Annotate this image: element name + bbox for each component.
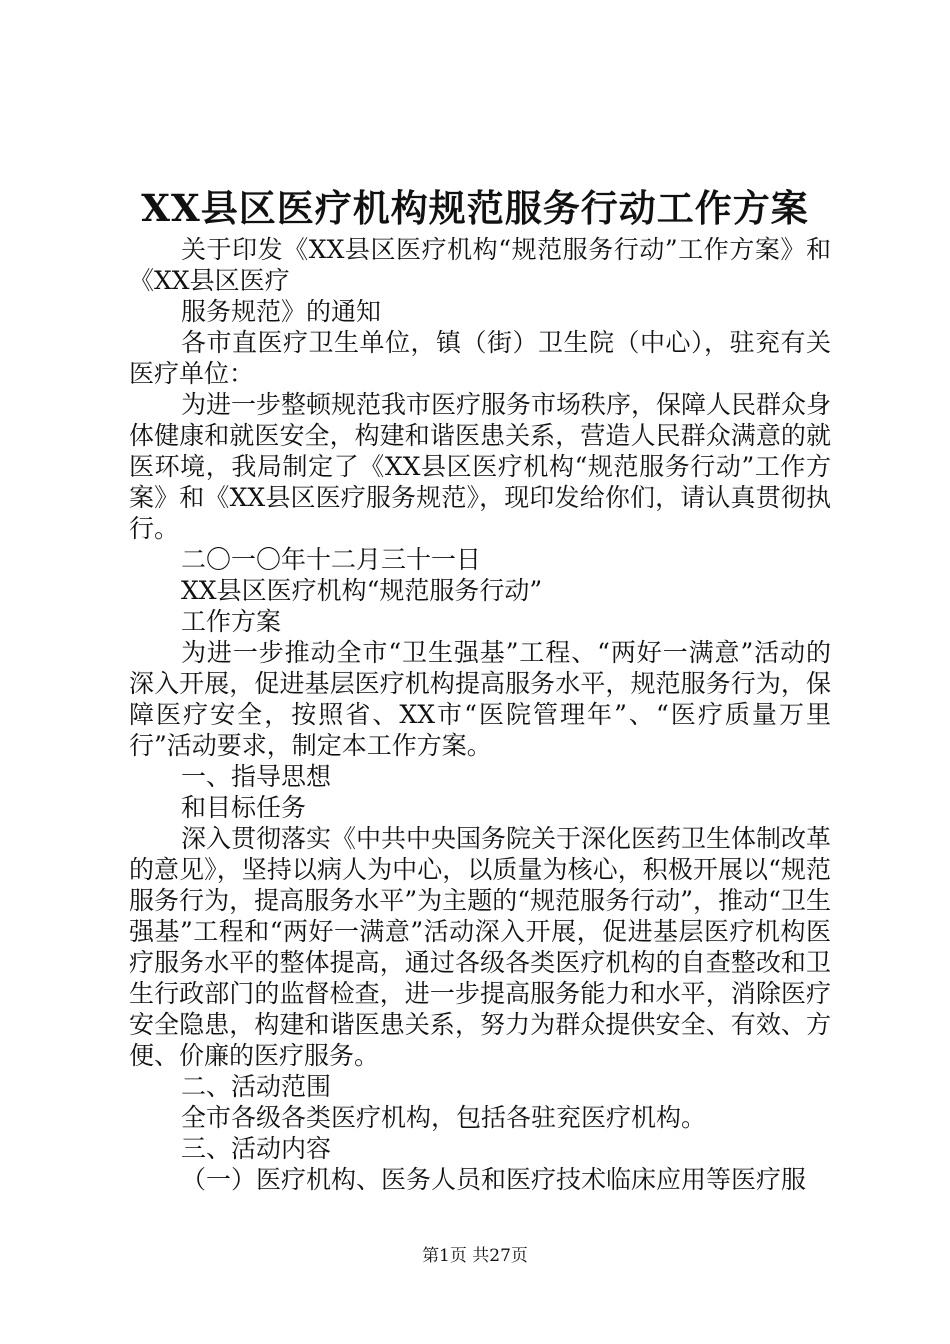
page-footer: 第1页 共27页 [422,1246,528,1266]
section-1-body: 深入贯彻落实《中共中央国务院关于深化医药卫生体制改革的意见》，坚持以病人为中心，以质量为核心，积极开展以“规范服务行为，提高服务水平”为主题的“规范服务行动”，推动“卫生强基”工程和“两好一满意”活动深入开展，促进基层医疗机构医疗服务水平的整体提高，通过各级各类医疗机构的自查整改和卫生行政部门的监督检查，进一步提高服务能力和水平，消除医疗安全隐患，构建和谐医患关系，努力为群众提供安全、有效、方便、价廉的医疗服务。 [129,824,832,1070]
section-2-heading: 二、活动范围 [181,1072,332,1101]
section-1-heading-cont: 和目标任务 [181,793,307,822]
section-3-heading: 三、活动内容 [181,1134,332,1163]
addressee: 各市直医疗卫生单位，镇（街）卫生院（中心），驻兖有关医疗单位： [129,328,831,388]
plan-title-line1: XX县区医疗机构“规范服务行动” [181,576,543,605]
notice-body: 为进一步整顿规范我市医疗服务市场秩序，保障人民群众身体健康和就医安全，构建和谐医患关系，营造人民群众满意的就医环境，我局制定了《XX县区医疗机构“规范服务行动”工作方案》和《XX县区医疗服务规范》，现印发给你们，请认真贯彻执行。 [129,390,832,543]
notice-heading-line1: 关于印发《XX县区医疗机构“规范服务行动”工作方案》和《XX县区医疗 [129,235,831,295]
notice-heading-line2: 服务规范》的通知 [181,297,382,326]
document-title: XX县区医疗机构规范服务行动工作方案 [141,186,809,230]
section-2-body: 全市各级各类医疗机构，包括各驻兖医疗机构。 [181,1103,707,1132]
plan-title-line2: 工作方案 [181,607,282,636]
issue-date: 二〇一〇年十二月三十一日 [181,545,482,574]
document-body [129,234,831,1195]
section-1-heading: 一、指导思想 [181,762,332,791]
plan-intro: 为进一步推动全市“卫生强基”工程、“两好一满意”活动的深入开展，促进基层医疗机构提高服务水平，规范服务行为，保障医疗安全，按照省、XX市“医院管理年”、“医疗质量万里行”活动要求，制定本工作方案。 [129,638,831,760]
section-3-item-1: （一）医疗机构、医务人员和医疗技术临床应用等医疗服 [181,1165,807,1194]
